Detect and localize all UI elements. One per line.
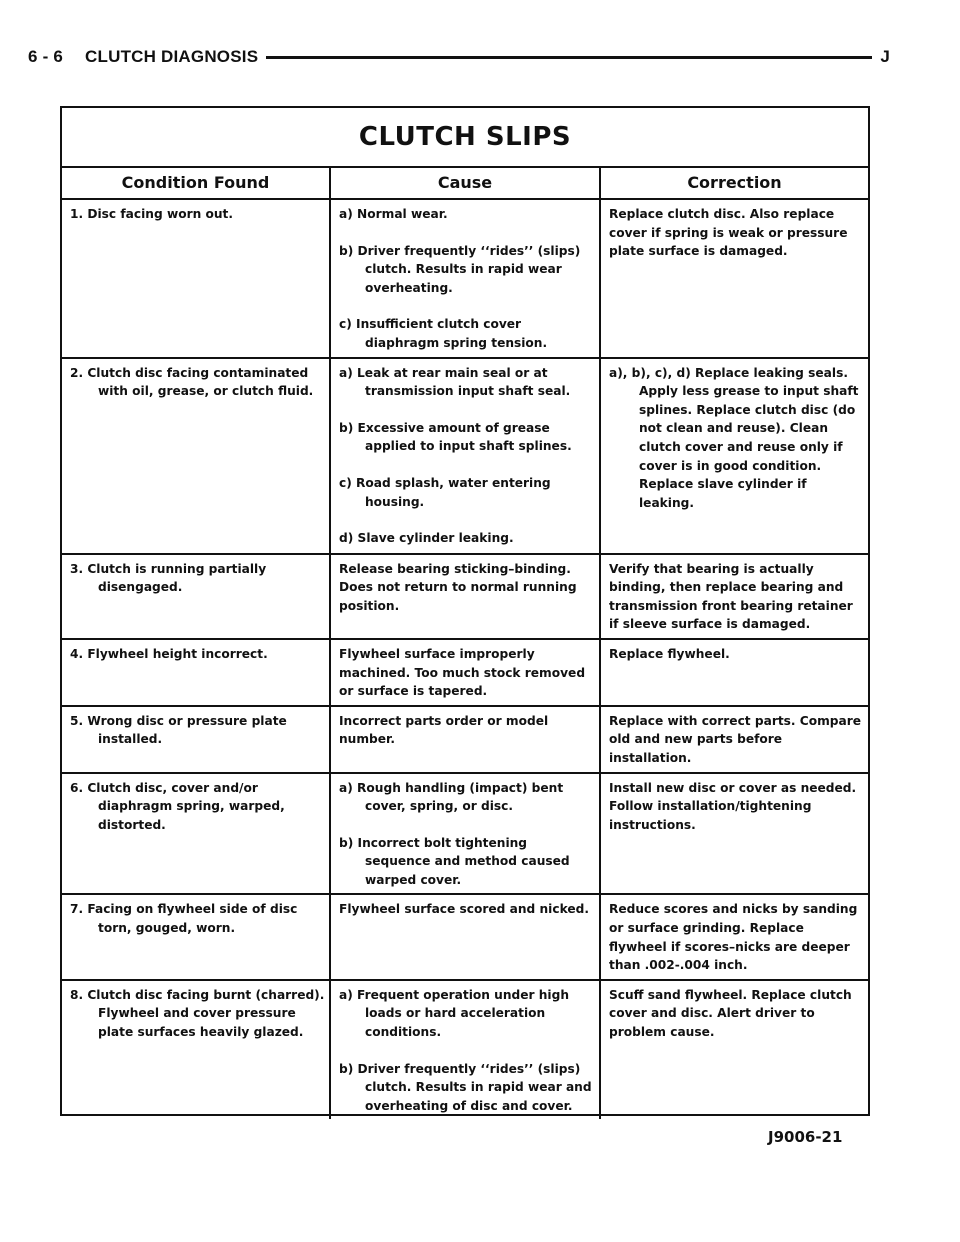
correction-text: Replace flywheel. [609,646,730,661]
table-row [62,358,868,554]
cause-text: b) Driver frequently ‘‘rides’’ (slips) clutch. Results in rapid wear and overheating of disc and cover. [339,1061,592,1113]
section-title: CLUTCH DIAGNOSIS [85,47,259,66]
diagnosis-table [62,168,868,1119]
cause-text: c) Road splash, water entering housing. [339,475,551,509]
correction-cell [600,199,868,358]
condition-cell [62,894,330,979]
cause-text: a) Frequent operation under high loads or hard acceleration conditions. [339,987,570,1040]
correction-cell [600,894,868,979]
cause-text: b) Driver frequently ‘‘rides’’ (slips) clutch. Results in rapid wear overheating. [339,243,581,295]
column-header-correction: Correction [600,168,868,199]
cause-text: Incorrect parts order or model number. [339,713,549,747]
table-row [62,639,868,706]
column-header-condition: Condition Found [62,168,330,199]
correction-text: Reduce scores and nicks by sanding or surface grinding. Replace flywheel if scores–nicks are deeper than .002-.004 inch. [609,902,858,973]
correction-text: Replace with correct parts. Compare old and new parts before installation. [609,713,862,765]
cause-text: a) Rough handling (impact) bent cover, spring, or disc. [339,780,564,814]
correction-cell [600,980,868,1120]
condition-text: 2. Clutch disc facing contaminated with oil, grease, or clutch fluid. [70,365,314,399]
condition-cell [62,980,330,1120]
cause-cell [330,639,600,706]
cause-text: b) Incorrect bolt tightening sequence and method caused warped cover. [339,835,570,887]
condition-cell [62,199,330,358]
condition-text: 4. Flywheel height incorrect. [70,646,268,661]
cause-text: Flywheel surface improperly machined. Too much stock removed or surface is tapered. [339,646,586,699]
condition-cell [62,773,330,895]
section-letter: J [880,47,890,66]
condition-cell [62,639,330,706]
correction-text: Install new disc or cover as needed. Follow installation/tightening instructions. [609,780,857,832]
table-row [62,199,868,358]
cause-cell [330,773,600,895]
correction-text: Replace clutch disc. Also replace cover if spring is weak or pressure plate surface is damaged. [609,207,848,259]
condition-cell [62,358,330,554]
header-rule [266,56,872,59]
table-row [62,554,868,639]
table-row [62,706,868,773]
cause-text: Flywheel surface scored and nicked. [339,902,589,917]
cause-cell [330,980,600,1120]
condition-cell [62,554,330,639]
cause-text: b) Excessive amount of grease applied to input shaft splines. [339,420,572,454]
column-header-cause: Cause [330,168,600,199]
cause-text: c) Insufficient clutch cover diaphragm spring tension. [339,317,548,350]
correction-text: Verify that bearing is actually binding, then replace bearing and transmission front bearing retainer if sleeve surface is damaged. [609,561,853,632]
correction-text: a), b), c), d) Replace leaking seals. Apply less grease to input shaft splines. Replace clutch disc (do not clean and reuse). Clean clutch cover and reuse only if cover is in good condition. Replace slave cylinder if leaking. [609,365,859,510]
cause-text: a) Leak at rear main seal or at transmission input shaft seal. [339,365,571,399]
condition-text: 3. Clutch is running partially disengaged. [70,561,267,595]
diagnosis-chart [60,106,870,1116]
cause-cell [330,554,600,639]
condition-text: 1. Disc facing worn out. [70,207,234,221]
correction-cell [600,773,868,895]
condition-cell [62,706,330,773]
condition-text: 5. Wrong disc or pressure plate installed. [70,713,287,747]
table-row [62,980,868,1120]
correction-cell [600,639,868,706]
correction-cell [600,706,868,773]
correction-text: Scuff sand flywheel. Replace clutch cover and disc. Alert driver to problem cause. [609,987,852,1040]
figure-id: J9006-21 [768,1128,843,1146]
table-row [62,894,868,979]
page-number: 6 - 6 [28,47,64,66]
correction-cell [600,358,868,554]
cause-cell [330,199,600,358]
cause-cell [330,894,600,979]
cause-cell [330,706,600,773]
table-row [62,773,868,895]
chart-title: CLUTCH SLIPS [62,108,868,168]
cause-cell [330,358,600,554]
cause-text: Release bearing sticking–binding. Does not return to normal running position. [339,561,577,613]
condition-text: 8. Clutch disc facing burnt (charred). Flywheel and cover pressure plate surfaces heavily glazed. [70,987,325,1040]
page-header [28,46,890,68]
correction-cell [600,554,868,639]
table-header-row [62,168,868,199]
cause-text: a) Normal wear. [339,207,448,221]
condition-text: 7. Facing on flywheel side of disc torn, gouged, worn. [70,902,298,936]
cause-text: d) Slave cylinder leaking. [339,531,514,546]
condition-text: 6. Clutch disc, cover and/or diaphragm spring, warped, distorted. [70,780,285,832]
